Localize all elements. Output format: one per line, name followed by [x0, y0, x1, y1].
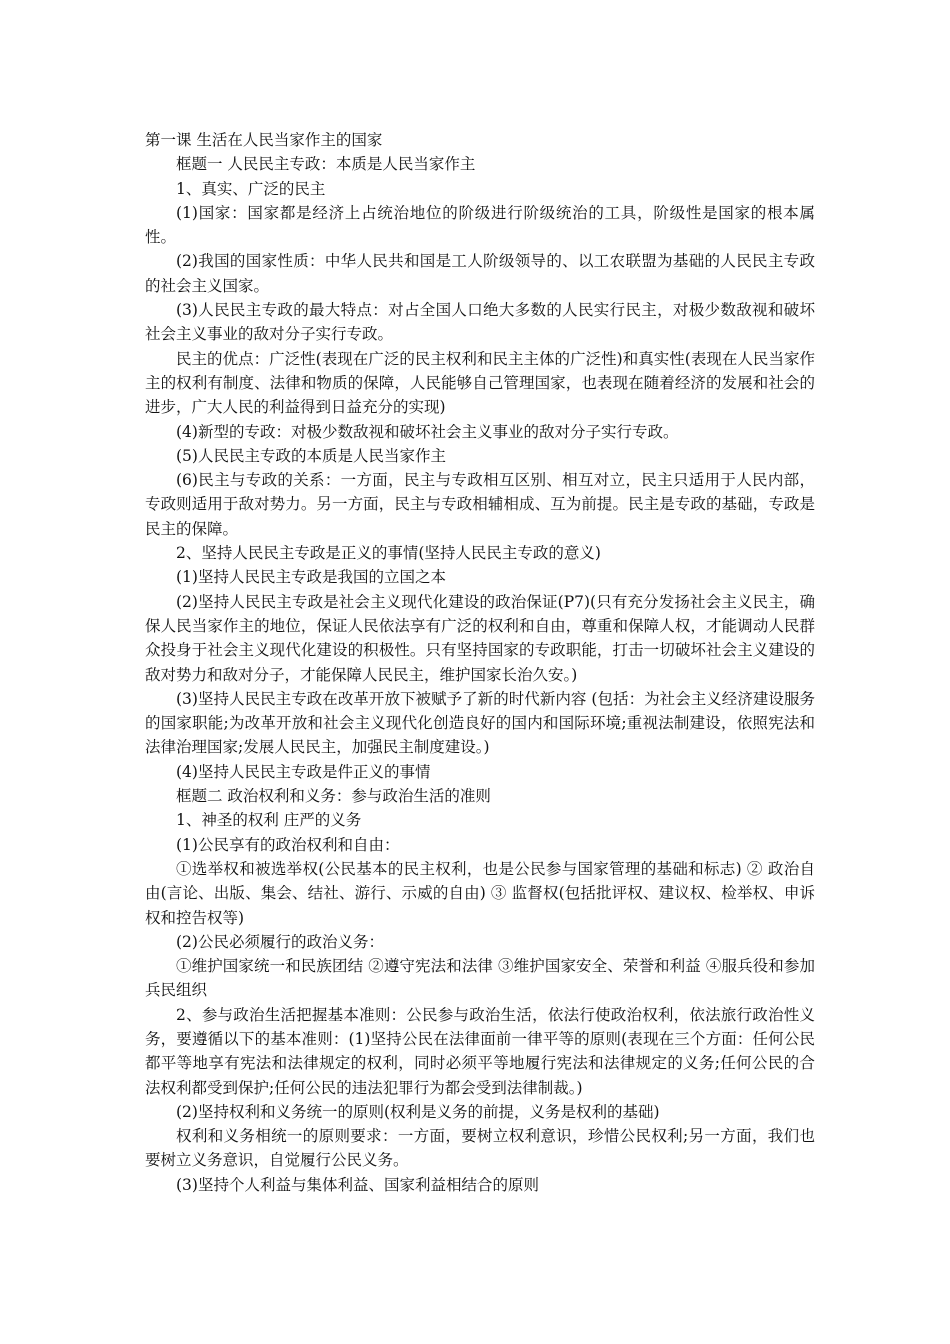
paragraph: (1)公民享有的政治权利和自由：	[176, 835, 400, 854]
paragraph: (3)坚持人民民主专政在改革开放下被赋予了新的时代新内容 (包括：为社会主义经济建设服务的国家职能;为改革开放和社会主义现代化创造良好的国内和国际环境;重视法制建设，依照宪法和法律治理国家;发展人民民主，加强民主制度建设。)	[145, 689, 815, 757]
paragraph: (2)坚持权利和义务统一的原则(权利是义务的前提，义务是权利的基础)	[176, 1102, 660, 1121]
subsection-heading: 1、神圣的权利 庄严的义务	[176, 811, 362, 830]
paragraph: (2)坚持人民民主专政是社会主义现代化建设的政治保证(P7)(只有充分发扬社会主义民主，确保人民当家作主的地位，保证人民依法享有广泛的权利和自由，尊重和保障人权，才能调动人民群众投身于社会主义现代化建设的积极性。只有坚持国家的专政职能，打击一切破坏社会主义建设的敌对势力和敌对分子，才能保障人民民主，维护国家长治久安。)	[145, 592, 815, 684]
paragraph: (1)坚持人民民主专政是我国的立国之本	[176, 568, 446, 587]
paragraph: (3)坚持个人利益与集体利益、国家利益相结合的原则	[176, 1175, 539, 1194]
lesson-title: 第一课 生活在人民当家作主的国家	[145, 131, 383, 149]
subsection-heading: 2、坚持人民民主专政是正义的事情(坚持人民民主专政的意义)	[176, 544, 601, 563]
subsection-heading: 1、真实、广泛的民主	[176, 179, 326, 198]
paragraph: ①维护国家统一和民族团结 ②遵守宪法和法律 ③维护国家安全、荣誉和利益 ④服兵役和参加兵民组织	[145, 957, 815, 1000]
paragraph: ①选举权和被选举权(公民基本的民主权利，也是公民参与国家管理的基础和标志) ② 政治自由(言论、出版、集会、结社、游行、示威的自由) ③ 监督权(包括批评权、建议权、检举权、申诉权和控告权等)	[145, 859, 815, 927]
subsection-heading: 2、参与政治生活把握基本准则：公民参与政治生活，依法行使政治权利，依法旅行政治性义务，要遵循以下的基本准则：(1)坚持公民在法律面前一律平等的原则(表现在三个方面：任何公民都平等地享有宪法和法律规定的权利，同时必须平等地履行宪法和法律规定的义务;任何公民的合法权利都受到保护;任何公民的违法犯罪行为都会受到法律制裁。)	[145, 1005, 815, 1097]
paragraph: 民主的优点：广泛性(表现在广泛的民主权利和民主主体的广泛性)和真实性(表现在人民当家作主的权利有制度、法律和物质的保障，人民能够自己管理国家，也表现在随着经济的发展和社会的进步，广大人民的利益得到日益充分的实现)	[145, 349, 815, 417]
paragraph: (5)人民民主专政的本质是人民当家作主	[176, 446, 446, 465]
section-heading: 框题二 政治权利和义务：参与政治生活的准则	[176, 787, 491, 806]
paragraph: (2)公民必须履行的政治义务：	[176, 932, 384, 951]
paragraph: (1)国家：国家都是经济上占统治地位的阶级进行阶级统治的工具，阶级性是国家的根本属性。	[145, 203, 815, 247]
paragraph: (2)我国的国家性质：中华人民共和国是工人阶级领导的、以工农联盟为基础的人民民主专政的社会主义国家。	[145, 252, 815, 295]
section-heading: 框题一 人民民主专政：本质是人民当家作主	[176, 155, 476, 174]
paragraph: 权利和义务相统一的原则要求：一方面，要树立权利意识，珍惜公民权利;另一方面，我们也要树立义务意识，自觉履行公民义务。	[145, 1127, 815, 1170]
paragraph: (3)人民民主专政的最大特点：对占全国人口绝大多数的人民实行民主，对极少数敌视和破坏社会主义事业的敌对分子实行专政。	[145, 301, 815, 344]
paragraph: (4)新型的专政：对极少数敌视和破坏社会主义事业的敌对分子实行专政。	[176, 422, 679, 441]
paragraph: (4)坚持人民民主专政是件正义的事情	[176, 762, 431, 781]
paragraph: (6)民主与专政的关系：一方面，民主与专政相互区别、相互对立，民主只适用于人民内部，专政则适用于敌对势力。另一方面，民主与专政相辅相成、互为前提。民主是专政的基础，专政是民主的保障。	[145, 471, 815, 538]
document-body	[145, 128, 815, 1197]
